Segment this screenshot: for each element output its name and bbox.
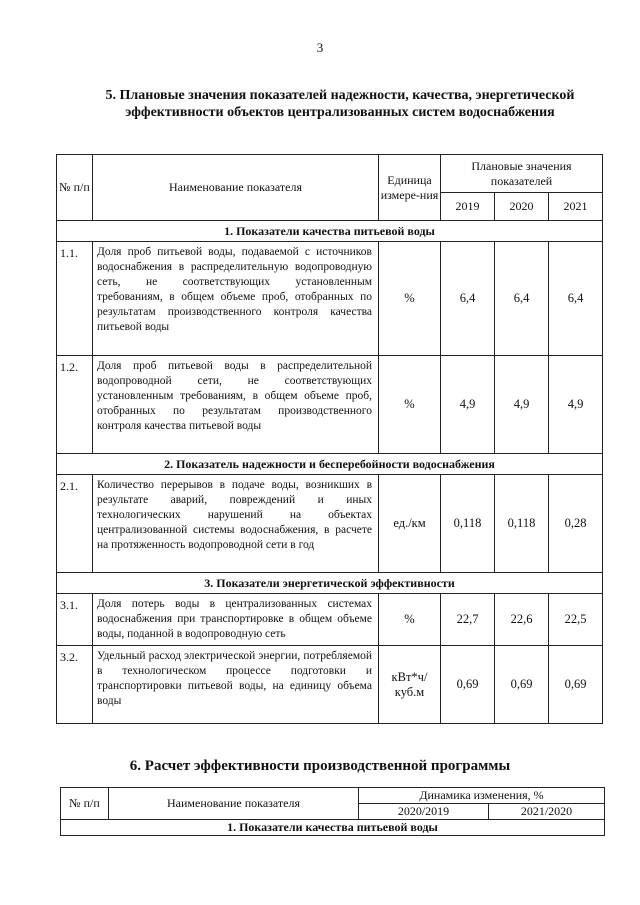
row-value-2019: 0,69 xyxy=(441,646,495,724)
section-5-title: 5. Плановые значения показателей надежности, качества, энергетической эффективности объектов централизованных систем водоснабжения xyxy=(105,88,575,120)
section-6-title: 6. Расчет эффективности производственной программы xyxy=(129,758,511,774)
header-num: № п/п xyxy=(57,155,93,221)
group-title-2: 2. Показатель надежности и бесперебойности водоснабжения xyxy=(57,454,603,475)
table-row xyxy=(57,594,603,646)
row-name: Доля проб питьевой воды, подаваемой с источников водоснабжения в распределительную водопроводную сеть, не соответствующих установленным требованиям, в общем объеме проб, отобранных по результатам производственного контроля качества питьевой воды xyxy=(93,242,379,356)
row-unit: % xyxy=(379,242,441,356)
table-row xyxy=(57,475,603,573)
row-num: 1.1. xyxy=(57,242,93,356)
row-value-2019: 0,118 xyxy=(441,475,495,573)
header-name: Наименование показателя xyxy=(109,788,359,820)
row-name: Доля проб питьевой воды в распределительной водопроводной сети, не соответствующих установленным требованиям, в общем объеме проб, отобранных по результатам производственного контроля качества питьевой воды xyxy=(93,356,379,454)
header-dynamics: Динамика изменения, % xyxy=(359,788,605,804)
row-value-2020: 6,4 xyxy=(495,242,549,356)
table-row xyxy=(57,356,603,454)
row-name: Доля потерь воды в централизованных системах водоснабжения при транспортировке в общем объеме воды, поданной в водопроводную сеть xyxy=(93,594,379,646)
row-unit: % xyxy=(379,356,441,454)
efficiency-table xyxy=(60,787,605,836)
row-value-2019: 6,4 xyxy=(441,242,495,356)
row-unit: кВт*ч/ куб.м xyxy=(379,646,441,724)
row-name: Удельный расход электрической энергии, потребляемой в технологическом процессе подготовки и транспортировки питьевой воды, на единицу объема воды xyxy=(93,646,379,724)
header-period-1: 2020/2019 xyxy=(359,804,489,820)
row-num: 3.1. xyxy=(57,594,93,646)
row-value-2021: 22,5 xyxy=(549,594,603,646)
row-name: Количество перерывов в подаче воды, возникших в результате аварий, повреждений и иных технологических нарушений на объектах централизованной системы водоснабжения, в расчете на протяженность водопроводной сети в год xyxy=(93,475,379,573)
group-title-1: 1. Показатели качества питьевой воды xyxy=(61,820,605,836)
row-value-2020: 22,6 xyxy=(495,594,549,646)
header-planned: Плановые значения показателей xyxy=(441,155,603,193)
row-unit: % xyxy=(379,594,441,646)
header-name: Наименование показателя xyxy=(93,155,379,221)
row-num: 2.1. xyxy=(57,475,93,573)
row-value-2019: 4,9 xyxy=(441,356,495,454)
header-period-2: 2021/2020 xyxy=(489,804,605,820)
row-num: 3.2. xyxy=(57,646,93,724)
group-title-1: 1. Показатели качества питьевой воды xyxy=(57,221,603,242)
table-row xyxy=(57,646,603,724)
row-value-2021: 4,9 xyxy=(549,356,603,454)
planned-values-table xyxy=(56,154,603,724)
row-num: 1.2. xyxy=(57,356,93,454)
group-title-3: 3. Показатели энергетической эффективности xyxy=(57,573,603,594)
row-value-2020: 4,9 xyxy=(495,356,549,454)
row-value-2021: 0,28 xyxy=(549,475,603,573)
header-unit: Единица измере-ния xyxy=(379,155,441,221)
row-value-2020: 0,69 xyxy=(495,646,549,724)
row-value-2020: 0,118 xyxy=(495,475,549,573)
row-unit: ед./км xyxy=(379,475,441,573)
row-value-2019: 22,7 xyxy=(441,594,495,646)
header-num: № п/п xyxy=(61,788,109,820)
row-value-2021: 6,4 xyxy=(549,242,603,356)
header-year-2020: 2020 xyxy=(495,193,549,221)
page-number: 3 xyxy=(316,40,324,55)
header-year-2019: 2019 xyxy=(441,193,495,221)
table-row xyxy=(57,242,603,356)
row-value-2021: 0,69 xyxy=(549,646,603,724)
header-year-2021: 2021 xyxy=(549,193,603,221)
